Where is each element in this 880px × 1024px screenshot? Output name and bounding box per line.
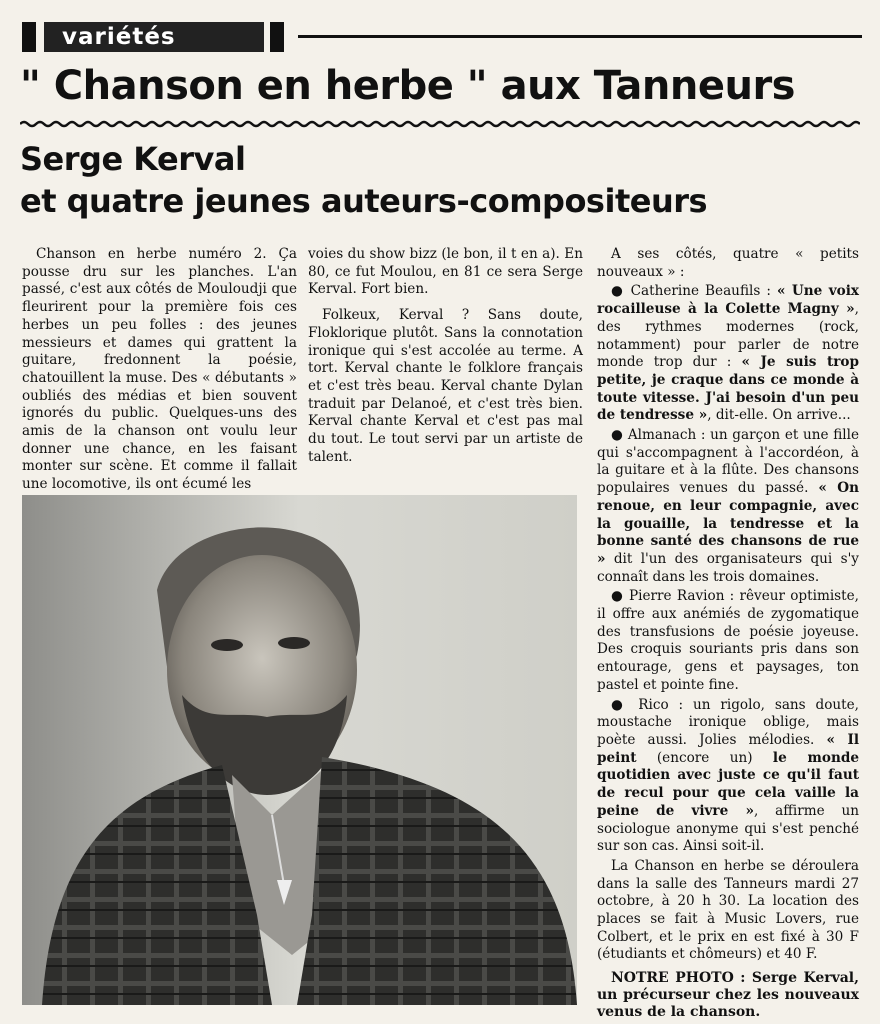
paragraph-catherine <box>597 283 859 425</box>
paragraph-pierre: ● Pierre Ravion : rêveur optimiste, il offre aux anémiés de zygomatique des transfusions de poésie joyeuse. Des croquis souriants pris dans son entourage, gens et paysages, ton pastel et pointe fine. <box>597 588 859 693</box>
kicker-bar-right <box>270 22 284 52</box>
quote: le monde quotidien avec juste ce qu'il faut de recul pour que cela vaille la peine de vivre » <box>597 749 859 819</box>
portrait-photo <box>22 495 577 1005</box>
left-eye <box>211 639 243 651</box>
paragraph: Chanson en herbe numéro 2. Ça pousse dru sur les planches. L'an passé, c'est aux côtés de Mouloudji que fleurirent pour la première fois ces herbes un peu folles : des jeunes messieurs et dames qui grattent la guitare, fredonnent la poésie, chatouillent la muse. Des « débutants » oubliés des médias et bien souvent ignorés du public. Quelques-uns des amis de la chanson ont voulu leur donner une chance, en les faisant monter sur scène. Et comme il fallait une locomotive, ils ont écumé les <box>22 246 297 493</box>
article-column-1 <box>22 246 297 502</box>
wavy-divider <box>20 118 860 130</box>
article-column-3 <box>597 246 859 1023</box>
portrait-illustration <box>22 495 577 1005</box>
text: dit l'un des organisateurs qui s'y connaît dans les trois domaines. <box>597 550 859 585</box>
text: , dit-elle. On arrive... <box>707 407 851 424</box>
headline: " Chanson en herbe " aux Tanneurs <box>20 63 795 109</box>
kicker-rule <box>298 35 862 38</box>
subhead-line-1: Serge Kerval <box>20 140 246 178</box>
section-kicker <box>22 18 862 56</box>
paragraph-event: La Chanson en herbe se déroulera dans la salle des Tanneurs mardi 27 octobre, à 20 h 30. La location des places se fait à Music Lovers, rue Colbert, et le prix en est fixé à 30 F (étudiants et chômeurs) et 40 F. <box>597 857 859 963</box>
text: ● Rico : un rigolo, sans doute, moustache ironique oblige, mais poète aussi. Jolies mélodies. <box>597 696 859 748</box>
quote: « Je suis trop petite, je craque dans ce monde à toute vitesse. J'ai besoin d'un peu de tendresse » <box>597 354 859 424</box>
paragraph: voies du show bizz (le bon, il t en a). En 80, ce fut Moulou, en 81 ce sera Serge Kerval. Fort bien. <box>308 246 583 298</box>
text: (encore un) <box>656 749 753 766</box>
quote: « Une voix rocailleuse à la Colette Magny » <box>597 283 859 318</box>
quote: « On renoue, en leur compagnie, avec la gouaille, la tendresse et la bonne santé des chansons de rue » <box>597 480 859 567</box>
text: ● Almanach : un garçon et une fille qui s'accompagnent à l'accordéon, à la guitare et à la flûte. Des chansons populaires venues du passé. <box>597 427 859 497</box>
paragraph: Folkeux, Kerval ? Sans doute, Floklorique plutôt. Sans la connotation ironique qui s'est accolée au terme. A tort. Kerval chante le folklore français et c'est très beau. Kerval chante Dylan traduit par Delanoé, et c'est très bien. Kerval chante Kerval et c'est pas mal du tout. Le tout servi par un artiste de talent. <box>308 307 583 465</box>
section-label: variétés <box>44 22 264 52</box>
article-column-2 <box>308 246 583 474</box>
text: , affirme un sociologue anonyme qui s'est penché sur son cas. Ainsi soit-il. <box>597 802 859 855</box>
quote: « Il peint <box>597 731 859 766</box>
subhead <box>20 138 865 222</box>
paragraph-rico <box>597 697 859 856</box>
paragraph-intro: A ses côtés, quatre « petits nouveaux » : <box>597 246 859 280</box>
photo-caption: NOTRE PHOTO : Serge Kerval, un précurseur chez les nouveaux venus de la chanson. <box>597 970 859 1021</box>
artist-name: ● Catherine Beaufils : <box>611 283 771 300</box>
subhead-line-2: et quatre jeunes auteurs-compositeurs <box>20 182 708 220</box>
kicker-bar-left <box>22 22 36 52</box>
right-eye <box>278 637 310 649</box>
paragraph-almanach <box>597 427 859 586</box>
text: , des rythmes modernes (rock, notamment) pour parler de notre monde trop dur : <box>597 301 859 371</box>
